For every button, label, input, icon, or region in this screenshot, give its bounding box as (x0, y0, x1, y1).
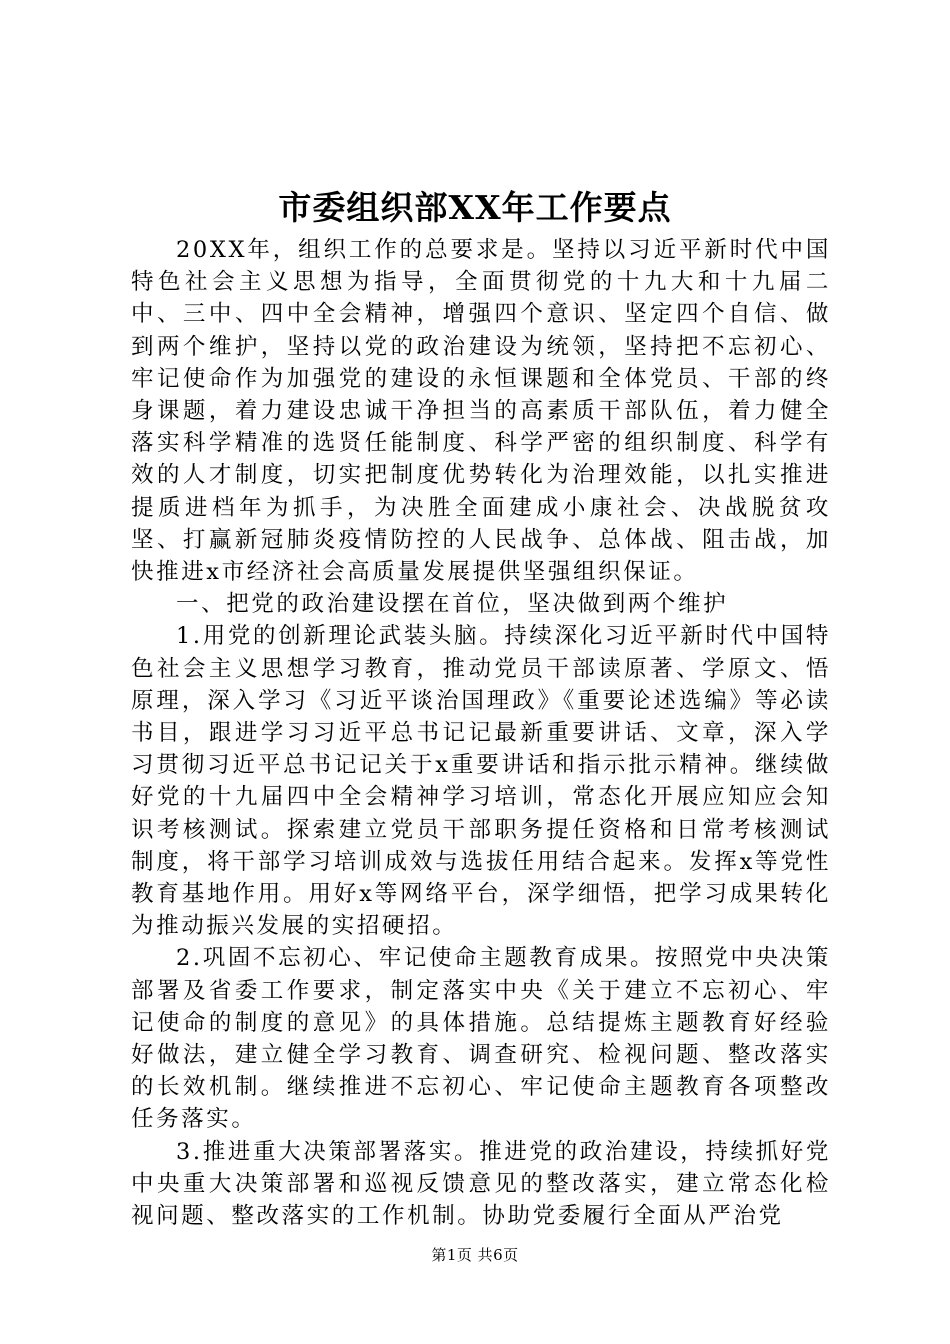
paragraph-item-3: 3.推进重大决策部署落实。推进党的政治建设，持续抓好党中央重大决策部署和巡视反馈意见的整改落实，建立常态化检视问题、整改落实的工作机制。协助党委履行全面从严治党 (131, 1138, 831, 1230)
document-title: 市委组织部XX年工作要点 (278, 188, 672, 227)
document-body (131, 234, 831, 1232)
paragraph-intro: 20XX年，组织工作的总要求是。坚持以习近平新时代中国特色社会主义思想为指导，全面贯彻党的十九大和十九届二中、三中、四中全会精神，增强四个意识、坚定四个自信、做到两个维护，坚持以党的政治建设为统领，坚持把不忘初心、牢记使命作为加强党的建设的永恒课题和全体党员、干部的终身课题，着力建设忠诚干净担当的高素质干部队伍，着力健全落实科学精准的选贤任能制度、科学严密的组织制度、科学有效的人才制度，切实把制度优势转化为治理效能，以扎实推进提质进档年为抓手，为决胜全面建成小康社会、决战脱贫攻坚、打赢新冠肺炎疫情防控的人民战争、总体战、阻击战，加快推进x市经济社会高质量发展提供坚强组织保证。 (131, 237, 831, 586)
paragraph-item-1: 1.用党的创新理论武装头脑。持续深化习近平新时代中国特色社会主义思想学习教育，推动党员干部读原著、学原文、悟原理，深入学习《习近平谈治国理政》《重要论述选编》等必读书目，跟进学习习近平总书记记最新重要讲话、文章，深入学习贯彻习近平总书记记关于x重要讲话和指示批示精神。继续做好党的十九届四中全会精神学习培训，常态化开展应知应会知识考核测试。探索建立党员干部职务提任资格和日常考核测试制度，将干部学习培训成效与选拔任用结合起来。发挥x等党性教育基地作用。用好x等网络平台，深学细悟，把学习成果转化为推动振兴发展的实招硬招。 (131, 623, 831, 940)
section-heading-1: 一、把党的政治建设摆在首位，坚决做到两个维护 (176, 591, 729, 618)
page-number-footer: 第1页 共6页 (431, 1246, 519, 1264)
paragraph-item-2: 2.巩固不忘初心、牢记使命主题教育成果。按照党中央决策部署及省委工作要求，制定落实中央《关于建立不忘初心、牢记使命的制度的意见》的具体措施。总结提炼主题教育好经验好做法，建立健全学习教育、调查研究、检视问题、整改落实的长效机制。继续推进不忘初心、牢记使命主题教育各项整改任务落实。 (131, 945, 831, 1133)
